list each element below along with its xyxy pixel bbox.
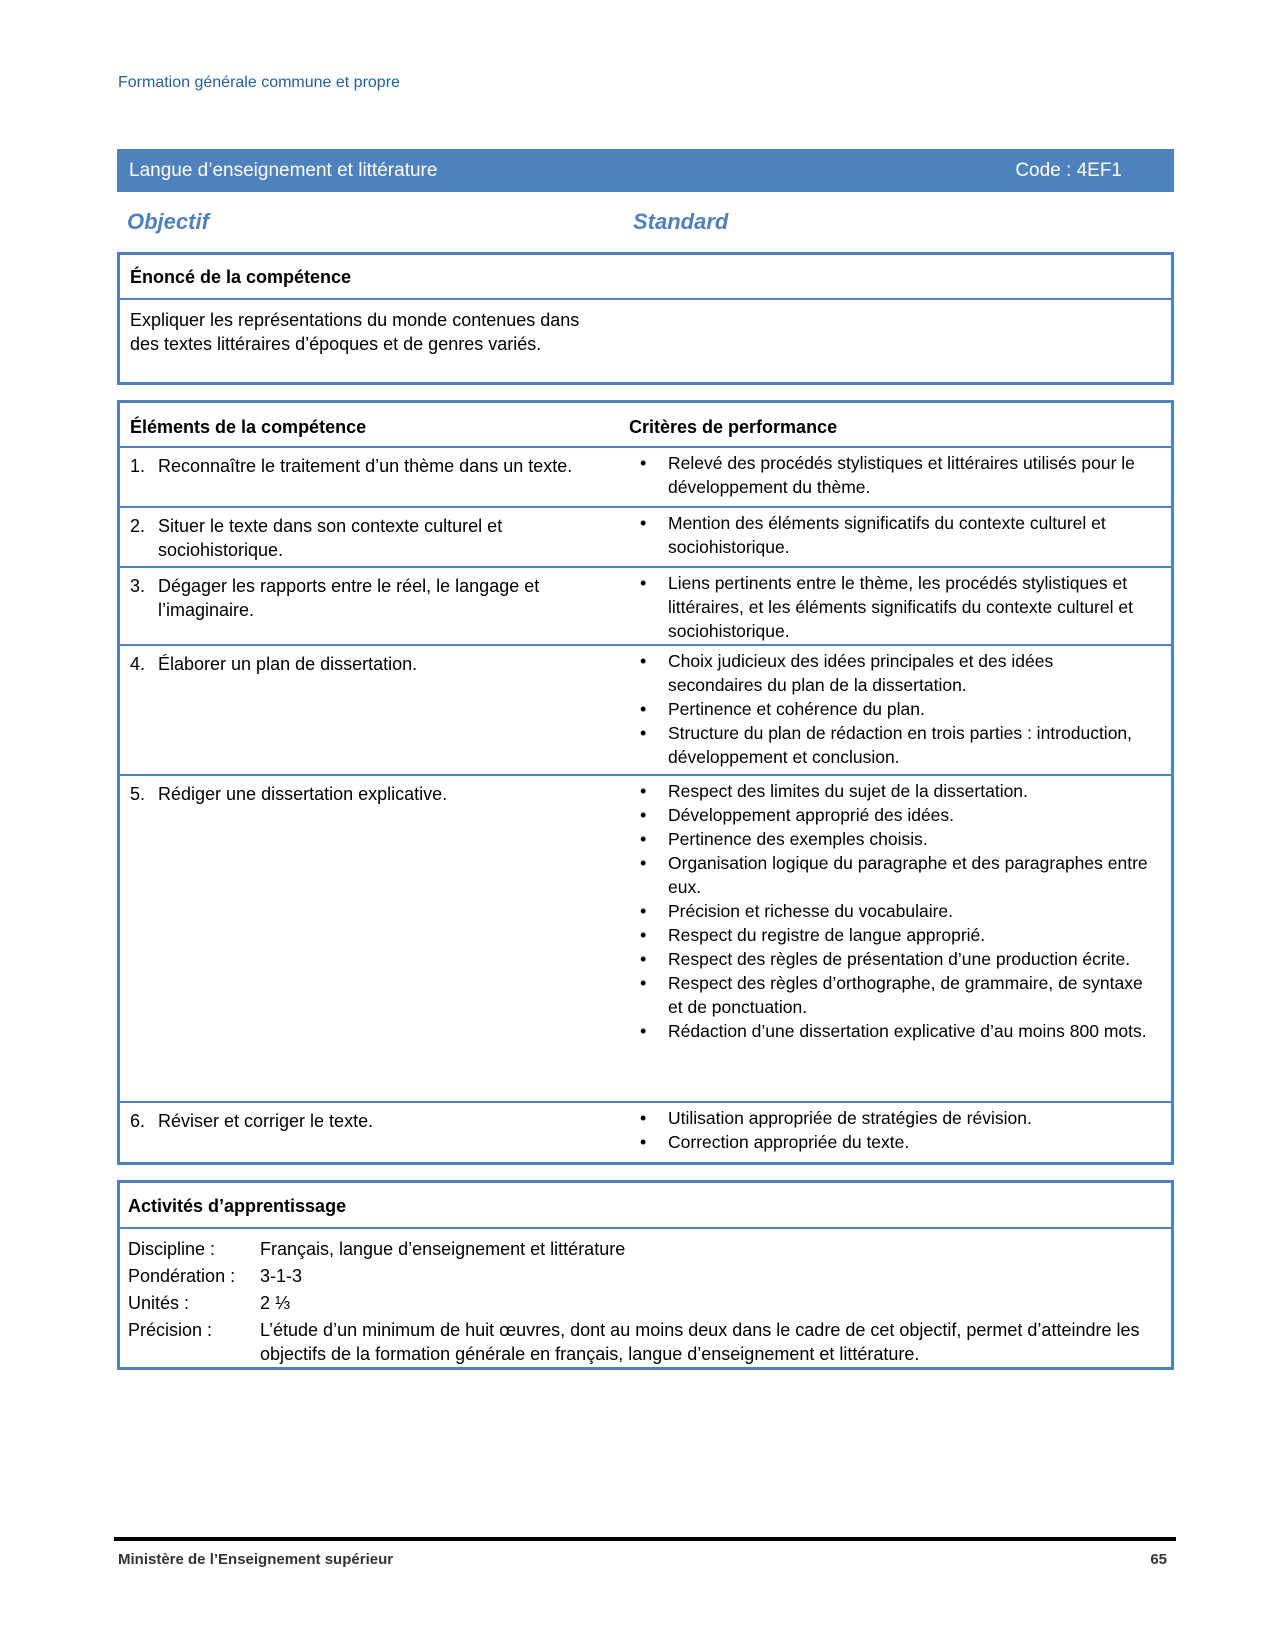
header-criteria: Critères de performance	[629, 417, 838, 437]
page-number: 65	[1150, 1551, 1167, 1568]
table-row	[120, 446, 1171, 508]
running-header: Formation générale commune et propre	[118, 74, 400, 91]
subhead-objectif: Objectif	[127, 209, 209, 234]
element-text: Réviser et corriger le texte.	[158, 1111, 374, 1131]
criterion-item: • Respect du registre de langue approprié.	[640, 923, 1152, 947]
element-text: Élaborer un plan de dissertation.	[158, 654, 418, 674]
unites-value: 2 ⅓	[260, 1293, 291, 1313]
criterion-item: • Précision et richesse du vocabulaire.	[640, 899, 1152, 923]
course-code: Code : 4EF1	[1015, 159, 1122, 181]
precision-label: Précision :	[128, 1320, 213, 1340]
discipline-label: Discipline :	[128, 1239, 216, 1259]
unites-label: Unités :	[128, 1293, 190, 1313]
activities-box	[117, 1180, 1174, 1370]
elements-table	[117, 400, 1174, 1165]
ponderation-label: Pondération :	[128, 1266, 236, 1286]
table-row	[120, 1101, 1171, 1162]
element-number: 4.	[130, 654, 146, 674]
criterion-item: • Pertinence des exemples choisis.	[640, 827, 1152, 851]
criterion-item: • Développement approprié des idées.	[640, 803, 1152, 827]
criterion-item: • Mention des éléments significatifs du contexte culturel et sociohistorique.	[640, 511, 1152, 559]
criterion-item: • Pertinence et cohérence du plan.	[640, 697, 1152, 721]
course-title: Langue d’enseignement et littérature	[129, 159, 438, 181]
competence-text: Expliquer les représentations du monde contenues dans des textes littéraires d’époques et de genres variés.	[130, 310, 580, 354]
subhead-standard: Standard	[633, 209, 729, 234]
element-number: 1.	[130, 456, 146, 476]
element-number: 3.	[130, 576, 146, 596]
competence-heading: Énoncé de la compétence	[120, 255, 1171, 300]
competence-box	[117, 252, 1174, 385]
criterion-item: • Rédaction d’une dissertation explicative d’au moins 800 mots.	[640, 1019, 1152, 1043]
element-text: Situer le texte dans son contexte culturel et sociohistorique.	[158, 516, 503, 560]
table-row	[120, 566, 1171, 646]
table-row	[120, 644, 1171, 776]
footer-rule	[114, 1537, 1176, 1541]
precision-value: L’étude d’un minimum de huit œuvres, dont au moins deux dans le cadre de cet objectif, permet d’atteindre les objectifs de la formation générale en français, langue d’enseignement et littérature.	[260, 1320, 1140, 1364]
table-header-row	[120, 403, 1171, 448]
activities-heading: Activités d’apprentissage	[120, 1183, 1171, 1229]
title-bar	[117, 149, 1174, 192]
criterion-item: • Respect des règles d’orthographe, de grammaire, de syntaxe et de ponctuation.	[640, 971, 1152, 1019]
criterion-item: • Choix judicieux des idées principales et des idées secondaires du plan de la dissertation.	[640, 649, 1152, 697]
footer-ministry: Ministère de l’Enseignement supérieur	[118, 1551, 394, 1568]
criterion-item: • Utilisation appropriée de stratégies de révision.	[640, 1106, 1152, 1130]
criterion-item: • Organisation logique du paragraphe et des paragraphes entre eux.	[640, 851, 1152, 899]
criterion-item: • Respect des limites du sujet de la dissertation.	[640, 779, 1152, 803]
discipline-value: Français, langue d’enseignement et littérature	[260, 1239, 626, 1259]
element-text: Rédiger une dissertation explicative.	[158, 784, 448, 804]
table-row	[120, 506, 1171, 568]
ponderation-value: 3-1-3	[260, 1266, 303, 1286]
element-number: 5.	[130, 784, 146, 804]
element-number: 2.	[130, 516, 146, 536]
header-elements: Éléments de la compétence	[130, 417, 367, 437]
element-number: 6.	[130, 1111, 146, 1131]
criterion-item: • Structure du plan de rédaction en trois parties : introduction, développement et conclusion.	[640, 721, 1152, 769]
criterion-item: • Correction appropriée du texte.	[640, 1130, 1152, 1154]
element-text: Reconnaître le traitement d’un thème dans un texte.	[158, 456, 573, 476]
criterion-item: • Relevé des procédés stylistiques et littéraires utilisés pour le développement du thème.	[640, 451, 1152, 499]
criterion-item: • Liens pertinents entre le thème, les procédés stylistiques et littéraires, et les éléments significatifs du contexte culturel et sociohistorique.	[640, 571, 1152, 643]
criterion-item: • Respect des règles de présentation d’une production écrite.	[640, 947, 1152, 971]
element-text: Dégager les rapports entre le réel, le langage et l’imaginaire.	[158, 576, 540, 620]
table-row	[120, 774, 1171, 1103]
